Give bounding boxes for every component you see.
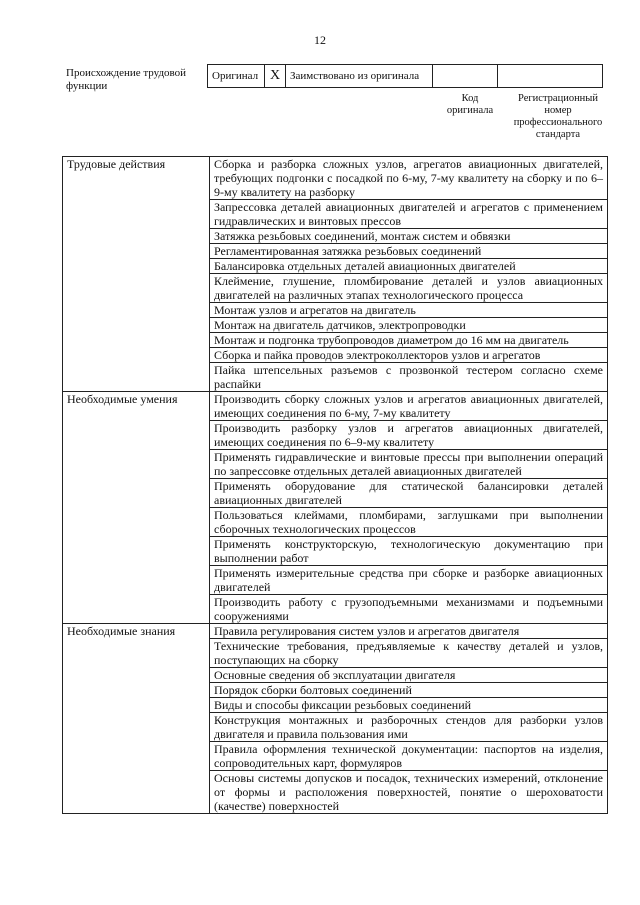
category-cell: Трудовые действия xyxy=(63,157,210,392)
origin-label: Происхождение трудовой функции xyxy=(66,67,187,92)
item-cell: Монтаж узлов и агрегатов на двигатель xyxy=(210,303,608,318)
origin-code-cell xyxy=(433,65,498,88)
item-cell: Основные сведения об эксплуатации двигателя xyxy=(210,668,608,683)
origin-table xyxy=(207,64,603,88)
item-cell: Затяжка резьбовых соединений, монтаж систем и обвязки xyxy=(210,229,608,244)
function-table xyxy=(62,156,608,814)
origin-mark-cell: X xyxy=(265,65,286,88)
item-cell: Правила оформления технической документации: паспортов на изделия, сопроводительных карт, формуляров xyxy=(210,742,608,771)
item-cell: Балансировка отдельных деталей авиационных двигателей xyxy=(210,259,608,274)
reg-number-caption: Регистрационный номер профессионального стандарта xyxy=(513,93,603,140)
item-cell: Монтаж и подгонка трубопроводов диаметром до 16 мм на двигатель xyxy=(210,333,608,348)
item-cell: Производить работу с грузоподъемными механизмами и подъемными сооружениями xyxy=(210,595,608,624)
item-cell: Монтаж на двигатель датчиков, электропроводки xyxy=(210,318,608,333)
code-caption: Код оригинала xyxy=(446,93,494,116)
item-cell: Правила регулирования систем узлов и агрегатов двигателя xyxy=(210,624,608,639)
origin-original-cell: Оригинал xyxy=(208,65,265,88)
table-row xyxy=(63,624,608,639)
table-row xyxy=(63,392,608,421)
origin-borrowed-cell: Заимствовано из оригинала xyxy=(286,65,433,88)
item-cell: Клеймение, глушение, пломбирование деталей и узлов авиационных двигателей на различных этапах технологического процесса xyxy=(210,274,608,303)
item-cell: Производить разборку узлов и агрегатов авиационных двигателей, имеющих соединения по 6–9-му квалитету xyxy=(210,421,608,450)
item-cell: Применять измерительные средства при сборке и разборке авиационных двигателей xyxy=(210,566,608,595)
item-cell: Сборка и разборка сложных узлов, агрегатов авиационных двигателей, требующих подгонки с посадкой по 6-му, 7-му квалитету на сборку и по 6–9-му квалитету на разборку xyxy=(210,157,608,200)
item-cell: Пайка штепсельных разъемов с прозвонкой тестером согласно схеме распайки xyxy=(210,363,608,392)
item-cell: Производить сборку сложных узлов и агрегатов авиационных двигателей, имеющих соединения по 6-му, 7-му квалитету xyxy=(210,392,608,421)
item-cell: Запрессовка деталей авиационных двигателей и агрегатов с применением гидравлических и винтовых прессов xyxy=(210,200,608,229)
item-cell: Виды и способы фиксации резьбовых соединений xyxy=(210,698,608,713)
item-cell: Регламентированная затяжка резьбовых соединений xyxy=(210,244,608,259)
origin-reg-number-cell xyxy=(498,65,603,88)
page-number: 12 xyxy=(314,33,326,47)
item-cell: Сборка и пайка проводов электроколлекторов узлов и агрегатов xyxy=(210,348,608,363)
item-cell: Основы системы допусков и посадок, технических измерений, отклонение от формы и расположения поверхностей, понятие о шероховатости (качестве) поверхностей xyxy=(210,771,608,814)
item-cell: Технические требования, предъявляемые к качеству деталей и узлов, поступающих на сборку xyxy=(210,639,608,668)
table-row xyxy=(63,157,608,200)
item-cell: Порядок сборки болтовых соединений xyxy=(210,683,608,698)
item-cell: Пользоваться клеймами, пломбирами, заглушками при выполнении сборочных технологических процессов xyxy=(210,508,608,537)
item-cell: Конструкция монтажных и разборочных стендов для разборки узлов двигателя и правила пользования ими xyxy=(210,713,608,742)
category-cell: Необходимые знания xyxy=(63,624,210,814)
category-cell: Необходимые умения xyxy=(63,392,210,624)
item-cell: Применять конструкторскую, технологическую документацию при выполнении работ xyxy=(210,537,608,566)
item-cell: Применять оборудование для статической балансировки деталей авиационных двигателей xyxy=(210,479,608,508)
item-cell: Применять гидравлические и винтовые прессы при выполнении операций по запрессовке отдельных деталей авиационных двигателей xyxy=(210,450,608,479)
